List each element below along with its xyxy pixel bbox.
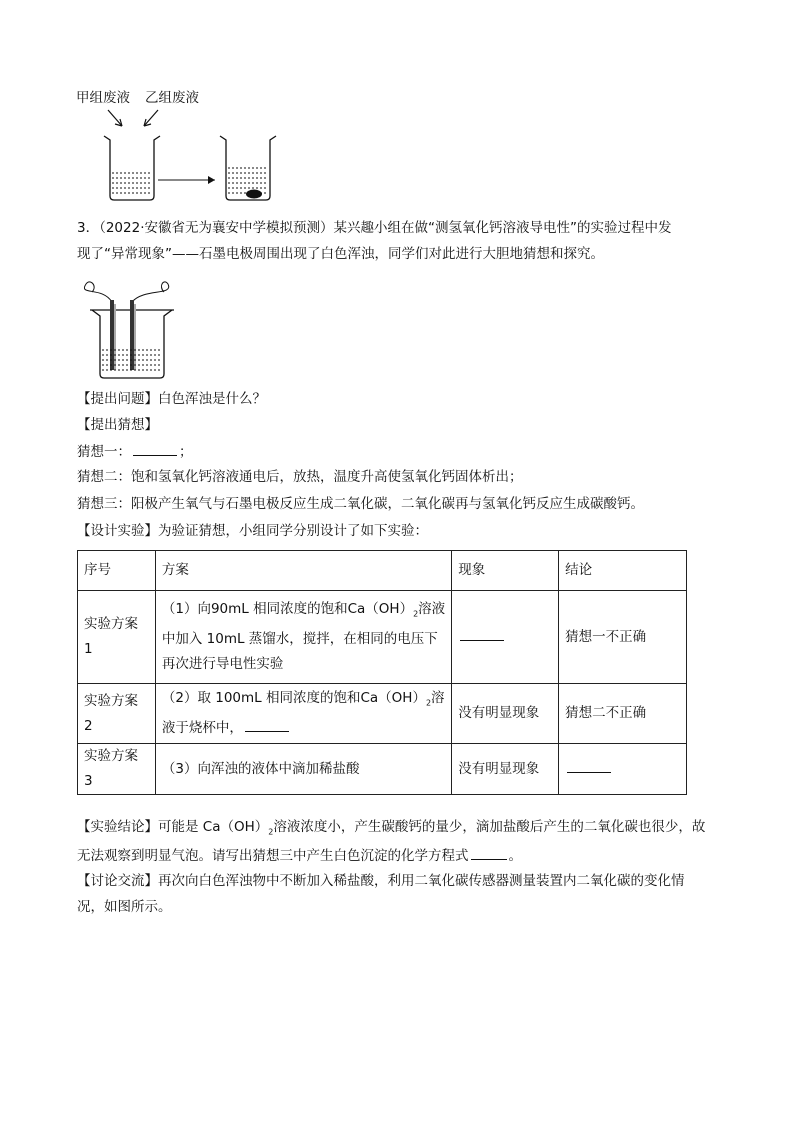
precipitate	[246, 190, 262, 199]
conclusion-tag: 【实验结论】	[77, 819, 158, 835]
hypothesis-1	[77, 441, 193, 462]
arrow-b	[144, 110, 158, 126]
row-3-id: 实验方案 3	[78, 744, 156, 795]
hypothesis-2: 猜想二：饱和氢氧化钙溶液通电后，放热，温度升高使氢氧化钙固体析出；	[77, 469, 523, 485]
table-row	[78, 684, 687, 744]
row-3-conclusion-blank[interactable]	[567, 758, 611, 773]
row-2-plan-blank[interactable]	[245, 717, 289, 732]
hypothesis-1-suffix: ；	[179, 444, 193, 460]
discussion-line-1: 【讨论交流】再次向白色浑浊物中不断加入稀盐酸，利用二氧化碳传感器测量装置内二氧化碳的变化情	[77, 873, 685, 889]
row-3-plan: （3）向浑浊的液体中滴加稀盐酸	[155, 744, 451, 795]
hypothesis-3: 猜想三：阳极产生氧气与石墨电极反应生成二氧化碳，二氧化碳再与氢氧化钙反应生成碳酸钙。	[77, 496, 644, 512]
row-2-plan: （2）取 100mL 相同浓度的饱和$Ca(OH)_2$溶 液于烧杯中，	[155, 684, 451, 744]
header-phenomenon: 现象	[452, 551, 559, 591]
header-conclusion: 结论	[559, 551, 687, 591]
beaker-transfer-figure	[70, 104, 290, 204]
row-3-conclusion	[559, 744, 687, 795]
table-row	[78, 591, 687, 684]
row-1-conclusion: 猜想一不正确	[559, 591, 687, 684]
question-line-2: 现了“异常现象”——石墨电极周围出现了白色浑浊，同学们对此进行大胆地猜想和探究。	[77, 246, 604, 262]
hypothesis-tag: 【提出猜想】	[77, 417, 158, 433]
discussion-tag: 【讨论交流】	[77, 873, 158, 889]
beaker-1	[104, 136, 160, 200]
header-plan: 方案	[155, 551, 451, 591]
arrow-a	[108, 110, 122, 126]
graphite-electrode-right	[130, 300, 134, 370]
row-2-conclusion: 猜想二不正确	[559, 684, 687, 744]
row-1-phenomenon-blank[interactable]	[460, 626, 504, 641]
graphite-electrode-left	[110, 300, 114, 370]
row-2-id: 实验方案 2	[78, 684, 156, 744]
question-line-1: 3．（2022·安徽省无为襄安中学模拟预测）某兴趣小组在做“测氢氧化钙溶液导电性”的实验过程中发	[77, 220, 672, 236]
row-1-id: 实验方案 1	[78, 591, 156, 684]
problem-tag: 【提出问题】	[77, 391, 158, 407]
row-1-plan: （1）向90mL 相同浓度的饱和$Ca(OH)_2$溶液 中加入 10mL 蒸馏水，搅拌，在相同的电压下 再次进行导电性实验	[155, 591, 451, 684]
design-line	[77, 521, 428, 541]
table-row	[78, 744, 687, 795]
experiment-table	[77, 550, 687, 795]
hypothesis-1-prefix: 猜想一：	[77, 444, 131, 460]
table-header-row	[78, 551, 687, 591]
label-group-a: 甲组废液	[76, 90, 130, 106]
label-group-b: 乙组废液	[145, 90, 199, 106]
equation-blank[interactable]	[471, 845, 507, 860]
row-1-phenomenon	[452, 591, 559, 684]
problem-text: 白色浑浊是什么？	[158, 391, 266, 407]
discussion-line-2: 况，如图所示。	[77, 899, 172, 915]
design-tag: 【设计实验】	[77, 523, 158, 539]
row-3-phenomenon: 没有明显现象	[452, 744, 559, 795]
header-id: 序号	[78, 551, 156, 591]
design-text: 为验证猜想，小组同学分别设计了如下实验：	[158, 523, 428, 539]
problem-line	[77, 389, 266, 409]
electrode-beaker-figure	[72, 276, 192, 380]
hypothesis-1-blank[interactable]	[133, 441, 177, 456]
conclusion-line-1: 【实验结论】可能是 $Ca(OH)_2$溶液浓度小，产生碳酸钙的量少，滴加盐酸后产生的二氧化碳也很少，故	[77, 819, 706, 837]
row-2-phenomenon: 没有明显现象	[452, 684, 559, 744]
conclusion-line-2: 无法观察到明显气泡。请写出猜想三中产生白色沉淀的化学方程式 。	[77, 845, 522, 866]
